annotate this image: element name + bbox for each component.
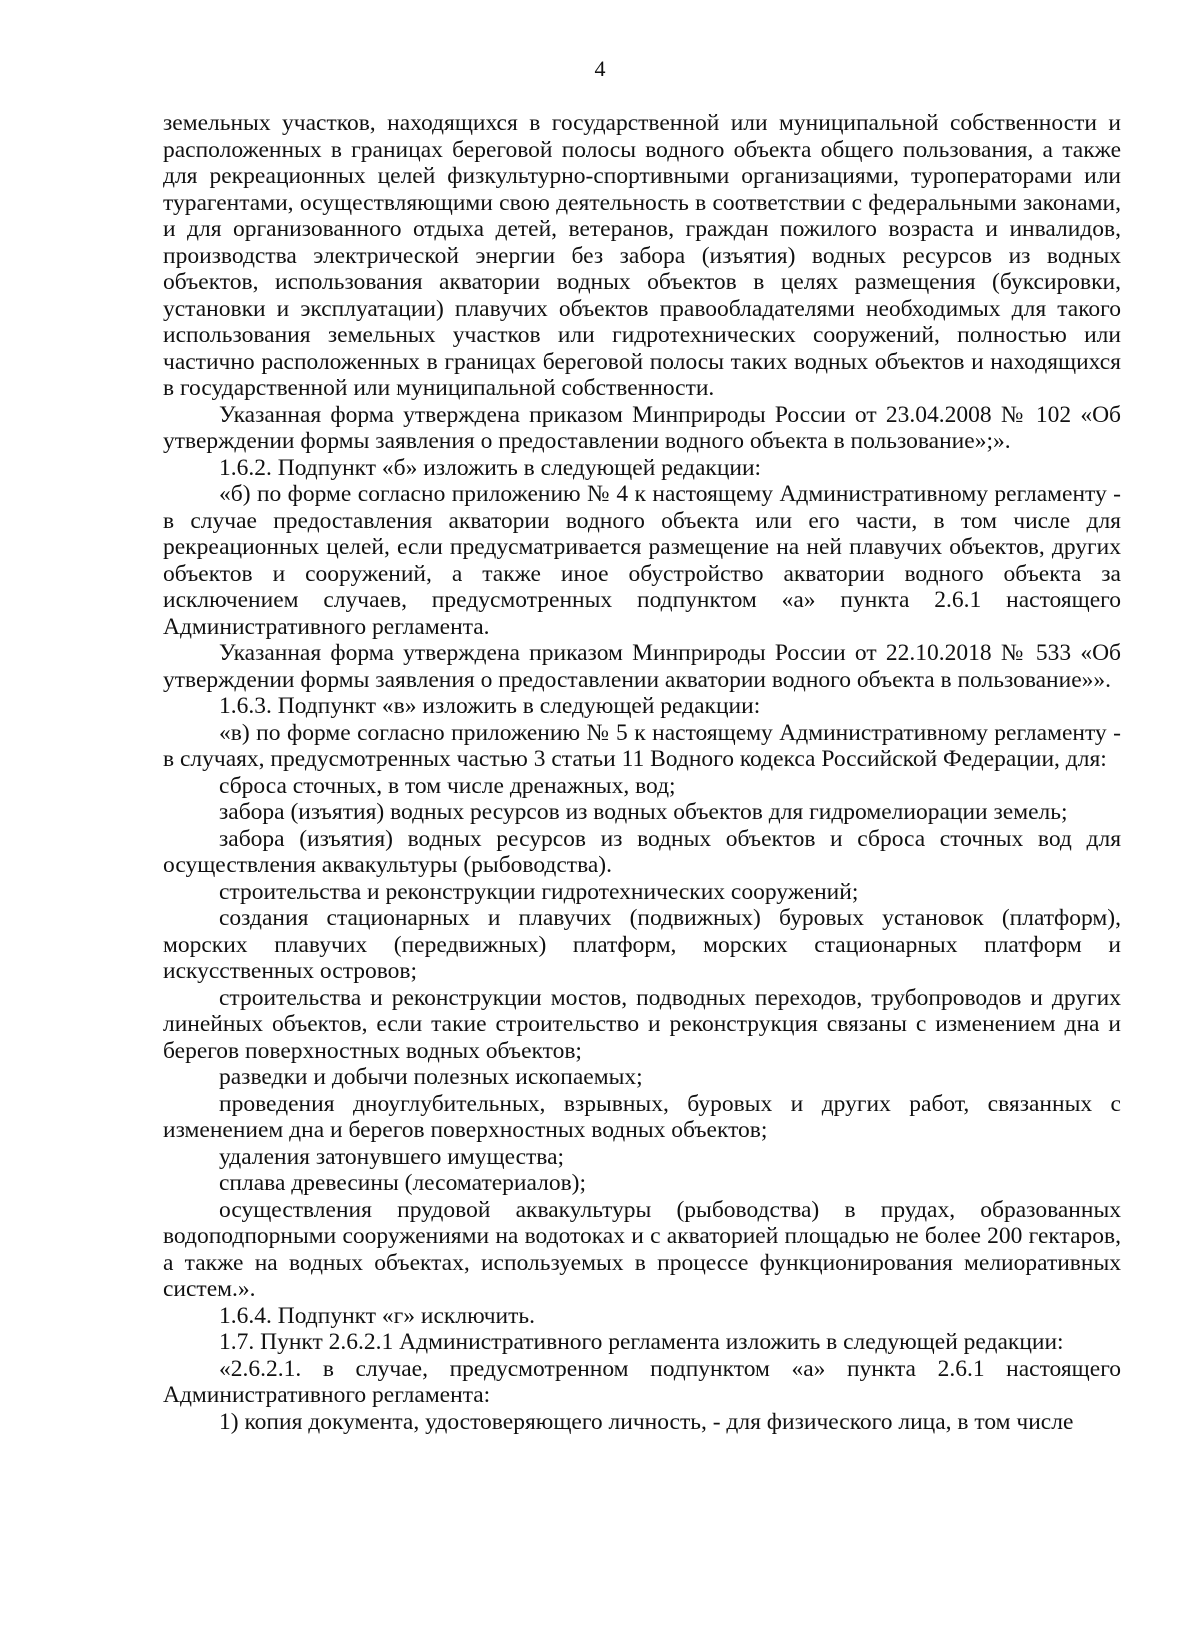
paragraph-9: забора (изъятия) водных ресурсов из водных объектов для гидромелиорации земель; [219, 799, 1068, 825]
paragraph-6: 1.6.3. Подпункт «в» изложить в следующей редакции: [219, 693, 761, 719]
paragraph-5: Указанная форма утверждена приказом Минприроды России от 22.10.2018 № 533 «Об утверждении формы заявления о предоставлении акватории водного объекта в пользование»». [163, 640, 1121, 693]
paragraph-13: строительства и реконструкции мостов, подводных переходов, трубопроводов и других линейных объектов, если такие строительство и реконструкция связаны с изменением дна и берегов поверхностных водных объектов; [163, 984, 1121, 1064]
paragraph-14: разведки и добычи полезных ископаемых; [219, 1064, 643, 1090]
paragraph-10: забора (изъятия) водных ресурсов из водных объектов и сброса сточных вод для осуществления аквакультуры (рыбоводства). [163, 825, 1121, 878]
paragraph-17: сплава древесины (лесоматериалов); [219, 1170, 587, 1196]
paragraph-22: 1) копия документа, удостоверяющего личность, - для физического лица, в том числе [219, 1408, 1074, 1435]
document-body [163, 110, 1121, 1435]
paragraph-1: земельных участков, находящихся в государственной или муниципальной собственности и расположенных в границах береговой полосы водного объекта общего пользования, а также для рекреационных целей физкультурно-спортивными организациями, туроператорами или турагентами, осуществляющими свою деятельность в соответствии с федеральными законами, и для организованного отдыха детей, ветеранов, граждан пожилого возраста и инвалидов, производства электрической энергии без забора (изъятия) водных ресурсов из водных объектов, использования акватории водных объектов в целях размещения (буксировки, установки и эксплуатации) плавучих объектов правообладателями необходимых для такого использования земельных участков или гидротехнических сооружений, полностью или частично расположенных в границах береговой полосы таких водных объектов и находящихся в государственной или муниципальной собственности. [163, 110, 1121, 401]
paragraph-2: Указанная форма утверждена приказом Минприроды России от 23.04.2008 № 102 «Об утверждении формы заявления о предоставлении водного объекта в пользование»;». [163, 401, 1121, 454]
paragraph-20: 1.7. Пункт 2.6.2.1 Административного регламента изложить в следующей редакции: [219, 1329, 1064, 1355]
paragraph-21: «2.6.2.1. в случае, предусмотренном подпунктом «а» пункта 2.6.1 настоящего Административного регламента: [163, 1355, 1121, 1408]
paragraph-7: «в) по форме согласно приложению № 5 к настоящему Административному регламенту - в случаях, предусмотренных частью 3 статьи 11 Водного кодекса Российской Федерации, для: [163, 719, 1121, 772]
page-number: 4 [594, 56, 606, 81]
paragraph-3: 1.6.2. Подпункт «б» изложить в следующей редакции: [219, 454, 762, 481]
paragraph-8: сброса сточных, в том числе дренажных, вод; [219, 772, 676, 799]
paragraph-15: проведения дноуглубительных, взрывных, буровых и других работ, связанных с изменением дна и берегов поверхностных водных объектов; [163, 1090, 1121, 1143]
paragraph-12: создания стационарных и плавучих (подвижных) буровых установок (платформ), морских плавучих (передвижных) платформ, морских стационарных платформ и искусственных островов; [163, 905, 1121, 984]
paragraph-18: осуществления прудовой аквакультуры (рыбоводства) в прудах, образованных водоподпорными сооружениями на водотоках и с акваторией площадью не более 200 гектаров, а также на водных объектах, используемых в процессе функционирования мелиоративных систем.». [163, 1196, 1121, 1302]
paragraph-19: 1.6.4. Подпункт «г» исключить. [219, 1302, 535, 1329]
paragraph-16: удаления затонувшего имущества; [219, 1143, 565, 1170]
paragraph-11: строительства и реконструкции гидротехнических сооружений; [219, 878, 859, 905]
paragraph-4: «б) по форме согласно приложению № 4 к настоящему Административному регламенту - в случае предоставления акватории водного объекта или его части, в том числе для рекреационных целей, если предусматривается размещение на ней плавучих объектов, других объектов и сооружений, а также иное обустройство акватории водного объекта за исключением случаев, предусмотренных подпунктом «а» пункта 2.6.1 настоящего Административного регламента. [163, 481, 1121, 640]
